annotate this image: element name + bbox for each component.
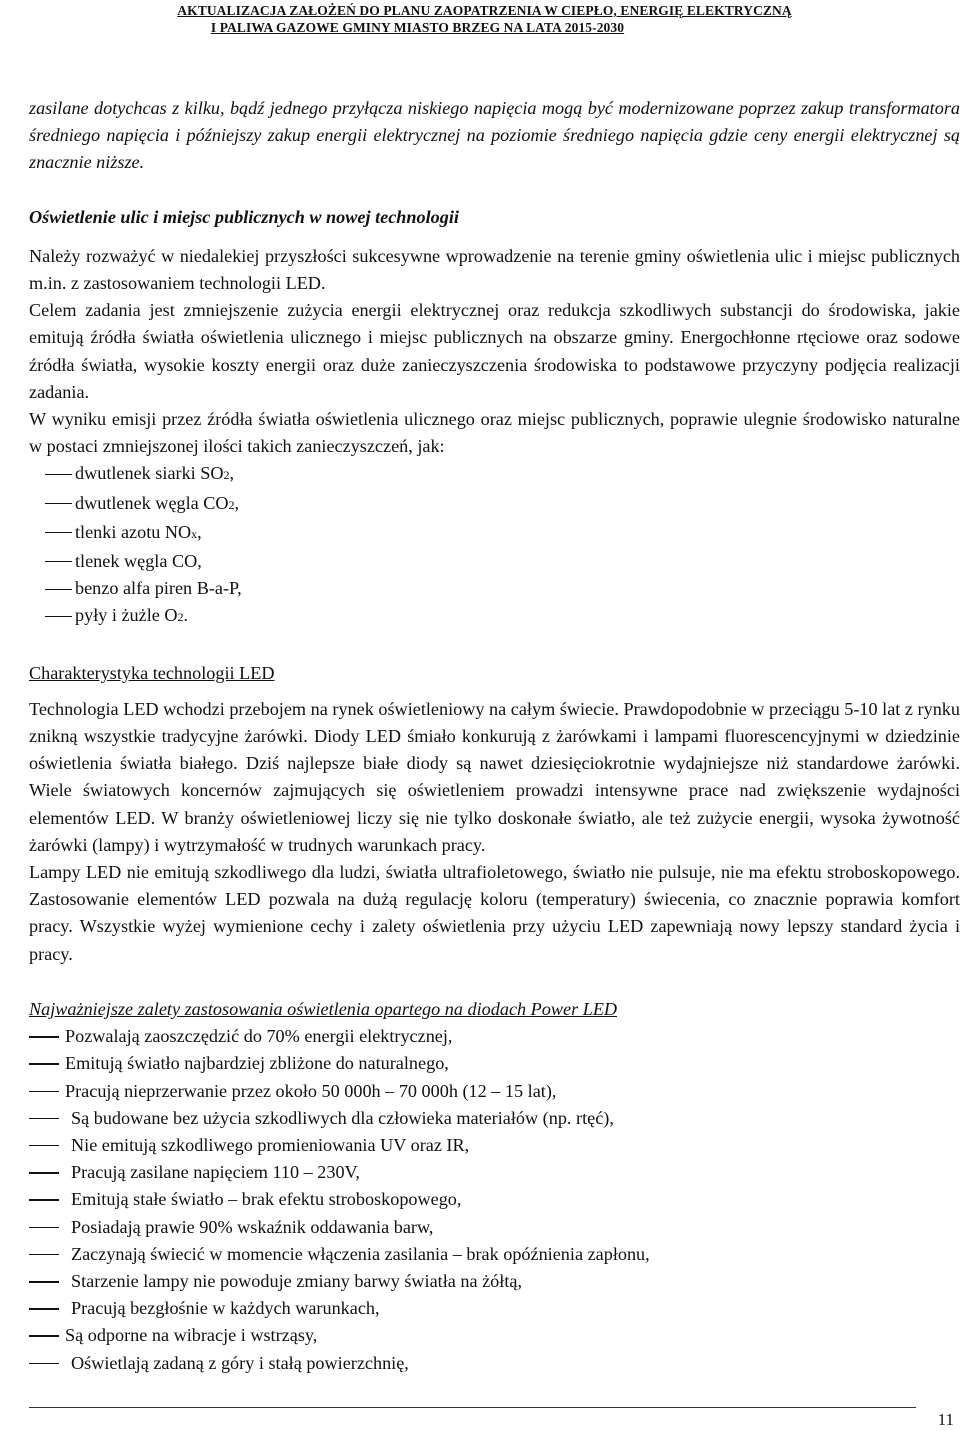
section-heading-street-lighting: Oświetlenie ulic i miejsc publicznych w nowej technologii (29, 206, 459, 227)
page-number: 11 (937, 1410, 954, 1429)
pollutant-text: tlenki azotu NO (75, 521, 192, 542)
header-title-line-2: I PALIWA GAZOWE GMINY MIASTO BRZEG NA LATA 2015-2030 (210, 20, 625, 35)
advantage-text: Są budowane bez użycia szkodliwych dla człowieka materiałów (np. rtęć), (71, 1107, 614, 1128)
dash-bullet-icon (45, 561, 72, 562)
advantage-text: Emitują światło najbardziej zbliżone do naturalnego, (65, 1053, 449, 1074)
pollutant-subscript: x (191, 526, 198, 541)
document-body (29, 95, 960, 1377)
pollutant-punctuation: , (234, 492, 240, 513)
pollutant-text: benzo alfa piren B-a-P, (75, 578, 242, 599)
dash-bullet-icon (29, 1335, 59, 1337)
pollutant-punctuation: . (183, 605, 189, 626)
advantage-item (29, 1023, 960, 1050)
advantage-text: Starzenie lampy nie powoduje zmiany barwy światła na żółtą, (71, 1270, 523, 1291)
spacer (29, 177, 960, 204)
advantage-list (29, 1023, 960, 1377)
dash-bullet-icon (29, 1172, 59, 1174)
spacer (29, 632, 960, 660)
dash-bullet-icon (29, 1063, 59, 1065)
dash-bullet-icon (29, 1091, 59, 1093)
page-header (0, 2, 960, 36)
advantage-text: Pracują nieprzerwanie przez około 50 000h – 70 000h (12 – 15 lat), (65, 1080, 557, 1101)
advantage-text: Są odporne na wibracje i wstrząsy, (65, 1325, 318, 1346)
paragraph: W wyniku emisji przez źródła światła oświetlenia ulicznego oraz miejsc publicznych, poprawie ulegnie środowisko naturalne w postaci zmniejszonej ilości takich zanieczyszczeń, jak: (29, 409, 960, 457)
advantage-item (29, 1350, 960, 1377)
pollutant-text: pyły i żużle O (75, 605, 178, 626)
advantage-item (29, 1132, 960, 1159)
advantage-item (29, 1295, 960, 1322)
pollutant-item (29, 460, 960, 489)
pollutant-item (29, 548, 960, 575)
header-title-line-1: AKTUALIZACJA ZAŁOŻEŃ DO PLANU ZAOPATRZENIA W CIEPŁO, ENERGIĘ ELEKTRYCZNĄ (177, 3, 792, 18)
pollutant-subscript: 2 (228, 497, 235, 512)
dash-bullet-icon (29, 1363, 59, 1365)
section-heading-led-characteristics: Charakterystyka technologii LED (29, 662, 275, 683)
spacer (29, 231, 960, 243)
dash-bullet-icon (29, 1199, 59, 1201)
dash-bullet-icon (29, 1145, 59, 1147)
advantage-item (29, 1078, 960, 1105)
pollutant-item (29, 519, 960, 548)
footer-divider (29, 1407, 916, 1408)
advantage-item (29, 1214, 960, 1241)
advantage-text: Pracują bezgłośnie w każdych warunkach, (71, 1298, 380, 1319)
paragraph: Należy rozważyć w niedalekiej przyszłości sukcesywne wprowadzenie na terenie gminy oświetlenia ulic i miejsc publicznych m.in. z zastosowaniem technologii LED. (29, 245, 960, 294)
pollutant-punctuation: , (229, 463, 235, 484)
intro-paragraph: zasilane dotychcas z kilku, bądź jednego przyłącza niskiego napięcia mogą być modernizowane poprzez zakup transformatora średniego napięcia i późniejszy zakup energii elektrycznej na poziomie średniego napięcia gdzie ceny energii elektrycznej są znacznie niższe. (29, 98, 960, 173)
advantage-item (29, 1105, 960, 1132)
dash-bullet-icon (29, 1281, 59, 1283)
section-heading-led-advantages: Najważniejsze zalety zastosowania oświetlenia opartego na diodach Power LED (29, 998, 618, 1019)
pollutant-item (29, 575, 960, 602)
dash-bullet-icon (29, 1308, 59, 1310)
advantage-text: Oświetlają zadaną z góry i stałą powierzchnię, (71, 1352, 409, 1373)
dash-bullet-icon (29, 1254, 59, 1256)
pollutant-text: dwutlenek siarki SO (75, 463, 224, 484)
dash-bullet-icon (45, 474, 72, 475)
paragraph: Celem zadania jest zmniejszenie zużycia energii elektrycznej oraz redukcja szkodliwych substancji do środowiska, jakie emitują źródła światła oświetlenia ulicznego i miejsc publicznych na obszarze gminy. Energochłonne rtęciowe oraz sodowe źródła światła, wysokie koszty energii oraz duże zanieczyszczenia środowiska to podstawowe przyczyny podjęcia realizacji zadania. (29, 300, 960, 402)
advantage-item (29, 1268, 960, 1295)
spacer (29, 687, 960, 696)
dash-bullet-icon (45, 503, 72, 504)
pollutant-item (29, 490, 960, 519)
advantage-text: Pozwalają zaoszczędzić do 70% energii elektrycznej, (65, 1026, 453, 1047)
dash-bullet-icon (45, 532, 72, 533)
advantage-text: Posiadają prawie 90% wskaźnik oddawania barw, (71, 1216, 434, 1237)
advantage-item (29, 1050, 960, 1077)
advantage-text: Nie emitują szkodliwego promieniowania UV oraz IR, (71, 1134, 470, 1155)
paragraph: Technologia LED wchodzi przebojem na rynek oświetleniowy na całym świecie. Prawdopodobnie w przeciągu 5-10 lat z rynku znikną wszystkie tradycyjne żarówki. Diody LED śmiało konkurują z żarówkami i lampami fluorescencyjnymi w dziedzinie oświetlenia światła białego. Dziś najlepsze białe diody są nawet dziesięciokrotnie wydajniejsze niż standardowe żarówki. Wiele światowych koncernów zajmujących się oświetleniem prowadzi intensywne prace nad zwiększenie wydajności elementów LED. W branży oświetleniowej liczy się nie tylko doskonałe światło, ale też zużycie energii, wysoka żywotność żarówki (lampy) i wytrzymałość w trudnych warunkach pracy. (29, 698, 960, 855)
dash-bullet-icon (29, 1227, 59, 1229)
advantage-text: Pracują zasilane napięciem 110 – 230V, (71, 1162, 360, 1183)
spacer (29, 968, 960, 996)
advantage-item (29, 1322, 960, 1349)
dash-bullet-icon (29, 1036, 59, 1038)
advantage-item (29, 1159, 960, 1186)
pollutant-subscript: 2 (223, 468, 230, 483)
pollutant-text: tlenek węgla CO, (75, 551, 202, 572)
dash-bullet-icon (45, 616, 72, 617)
pollutant-item (29, 602, 960, 631)
pollutant-list (29, 460, 960, 631)
pollutant-text: dwutlenek węgla CO (75, 492, 229, 513)
paragraph: Lampy LED nie emitują szkodliwego dla ludzi, światła ultrafioletowego, światło nie pulsuje, nie ma efektu stroboskopowego. Zastosowanie elementów LED pozwala na dużą regulację koloru (temperatury) świecenia, co znacznie poprawia komfort pracy. Wszystkie wyżej wymienione cechy i zalety oświetlenia przy użyciu LED zapewniają nowy lepszy standard życia i pracy. (29, 862, 960, 964)
advantage-item (29, 1241, 960, 1268)
dash-bullet-icon (45, 589, 72, 590)
advantage-text: Emitują stałe światło – brak efektu stroboskopowego, (71, 1189, 462, 1210)
pollutant-subscript: 2 (177, 610, 184, 625)
advantage-item (29, 1186, 960, 1213)
advantage-text: Zaczynają świecić w momencie włączenia zasilania – brak opóźnienia zapłonu, (71, 1243, 650, 1264)
dash-bullet-icon (29, 1118, 59, 1120)
pollutant-punctuation: , (197, 521, 202, 542)
